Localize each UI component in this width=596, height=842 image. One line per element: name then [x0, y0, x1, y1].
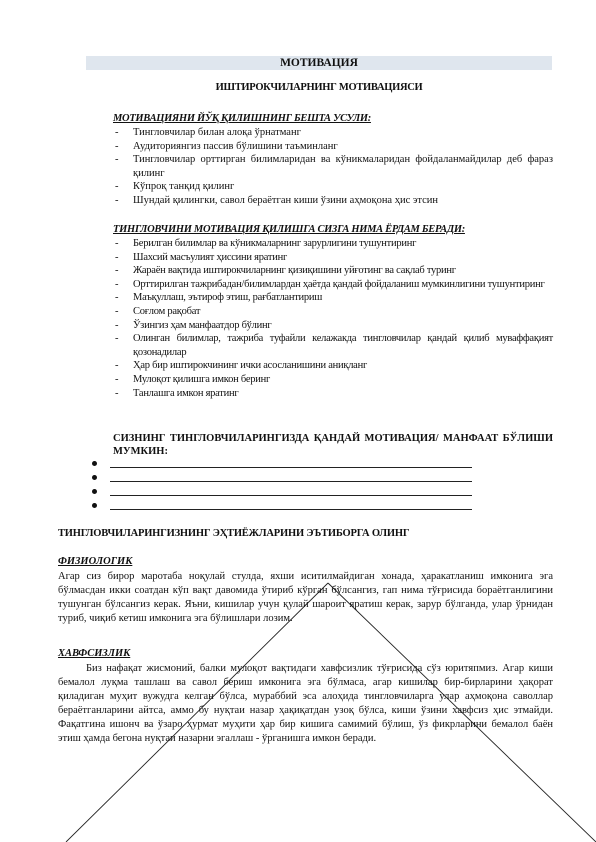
bullet-icon [92, 461, 97, 466]
section1-title: МОТИВАЦИЯНИ ЙЎҚ ҚИЛИШНИНГ БЕШТА УСУЛИ: [113, 113, 371, 124]
answer-line[interactable] [92, 501, 472, 512]
needs-heading: ТИНГЛОВЧИЛАРИНГИЗНИНГ ЭҲТИЁЖЛАРИНИ ЭЪТИБОРГА ОЛИНГ [58, 528, 410, 539]
bullet-icon [92, 503, 97, 508]
answer-line[interactable] [92, 473, 472, 484]
list-item: - Шундай қилингки, савол бераётган киши ўзини аҳмоқона ҳис этсин [113, 194, 553, 208]
list-item: - Орттирилган тажрибадан/билимлардан ҳаётда қандай фойдаланиш мумкинлигини тушунтиринг [113, 278, 553, 292]
list-item: - Соғлом рақобат [113, 305, 553, 319]
safety-paragraph: Биз нафақат жисмоний, балки мулоқот вақтидаги хавфсизлик тўғрисида сўз юритяпмиз. Агар киши бемалол луқма ташлаш ва савол бериш имконига эга бўлмаса, агар кишилар бир-бирларини ҳақорат қиладиган муҳит вужудга келган бўлса, мураббий эса алоҳида тингловчиларга улар аҳмоқона саволлар бераётганларини айтса, аммо бу нуқтаи назар ҳақиқатдан узоқ бўлса, киши ўзини хавфсиз ҳис этмайди. Фақатгина ишонч ва ўзаро ҳурмат муҳити ҳар бир кишига самимий бўлиш, ўз фикрларини бемалол баён этиш ҳамда бегона нуқтаи назарни эгаллаш - ўрганишга имкон беради. [58, 663, 553, 745]
list-item: - Ҳар бир иштирокчининг ички асосланишини аниқланг [113, 359, 553, 373]
page-subtitle: ИШТИРОКЧИЛАРНИНГ МОТИВАЦИЯСИ [215, 82, 423, 93]
list-item: - Олинган билимлар, тажриба туфайли келажакда тингловчилар қандай қилиб муваффақият қозонадилар [113, 332, 553, 359]
list-item: - Тингловчилар орттирган билимларидан ва кўникмаларидан фойдаланмайдилар деб фараз қилинг [113, 153, 553, 180]
section2-list [113, 237, 553, 400]
section2-title: ТИНГЛОВЧИНИ МОТИВАЦИЯ ҚИЛИШГА СИЗГА НИМА ЁРДАМ БЕРАДИ: [113, 224, 465, 235]
list-item: - Танлашга имкон яратинг [113, 387, 553, 401]
answer-line[interactable] [92, 459, 472, 470]
bullet-icon [92, 475, 97, 480]
list-item: - Ўзингиз ҳам манфаатдор бўлинг [113, 319, 553, 333]
list-item: - Шахсий масъулият ҳиссини яратинг [113, 251, 553, 265]
answer-line[interactable] [92, 487, 472, 498]
bullet-icon [92, 489, 97, 494]
list-item: - Маъқуллаш, эътироф этиш, рағбатлантириш [113, 291, 553, 305]
question-heading: СИЗНИНГ ТИНГЛОВЧИЛАРИНГИЗДА ҚАНДАЙ МОТИВАЦИЯ/ МАНФААТ БЎЛИШИ МУМКИН: [113, 433, 553, 457]
list-item: - Тингловчилар билан алоқа ўрнатманг [113, 126, 553, 140]
safety-title: ХАВФСИЗЛИК [58, 648, 131, 659]
section1-list [113, 126, 553, 208]
page-title: МОТИВАЦИЯ [280, 57, 358, 69]
list-item: - Жараён вақтида иштирокчиларнинг қизиқишини уйғотинг ва сақлаб туринг [113, 264, 553, 278]
list-item: - Берилган билимлар ва кўникмаларнинг зарурлигини тушунтиринг [113, 237, 553, 251]
list-item: - Мулоқот қилишга имкон беринг [113, 373, 553, 387]
list-item: - Кўпроқ танқид қилинг [113, 180, 553, 194]
physio-paragraph: Агар сиз бирор маротаба ноқулай стулда, яхши иситилмайдиган хонада, ҳаракатланиш имконига эга бўлмасдан икки соатдан кўп вақт давомида ўтириб кўрган бўлсангиз, гап нима тўғрисида бораётганлигини тушунган бўлсангиз керак. Яъни, кишилар учун қулай шароит яратиш керак, зарур бўлганда, улар ўрнидан туриб, чиқиб кетиш имконига эга бўлишлари лозим. [58, 571, 553, 625]
physio-title: ФИЗИОЛОГИК [58, 556, 133, 567]
list-item: - Аудиториянгиз пассив бўлишини таъминланг [113, 140, 553, 154]
